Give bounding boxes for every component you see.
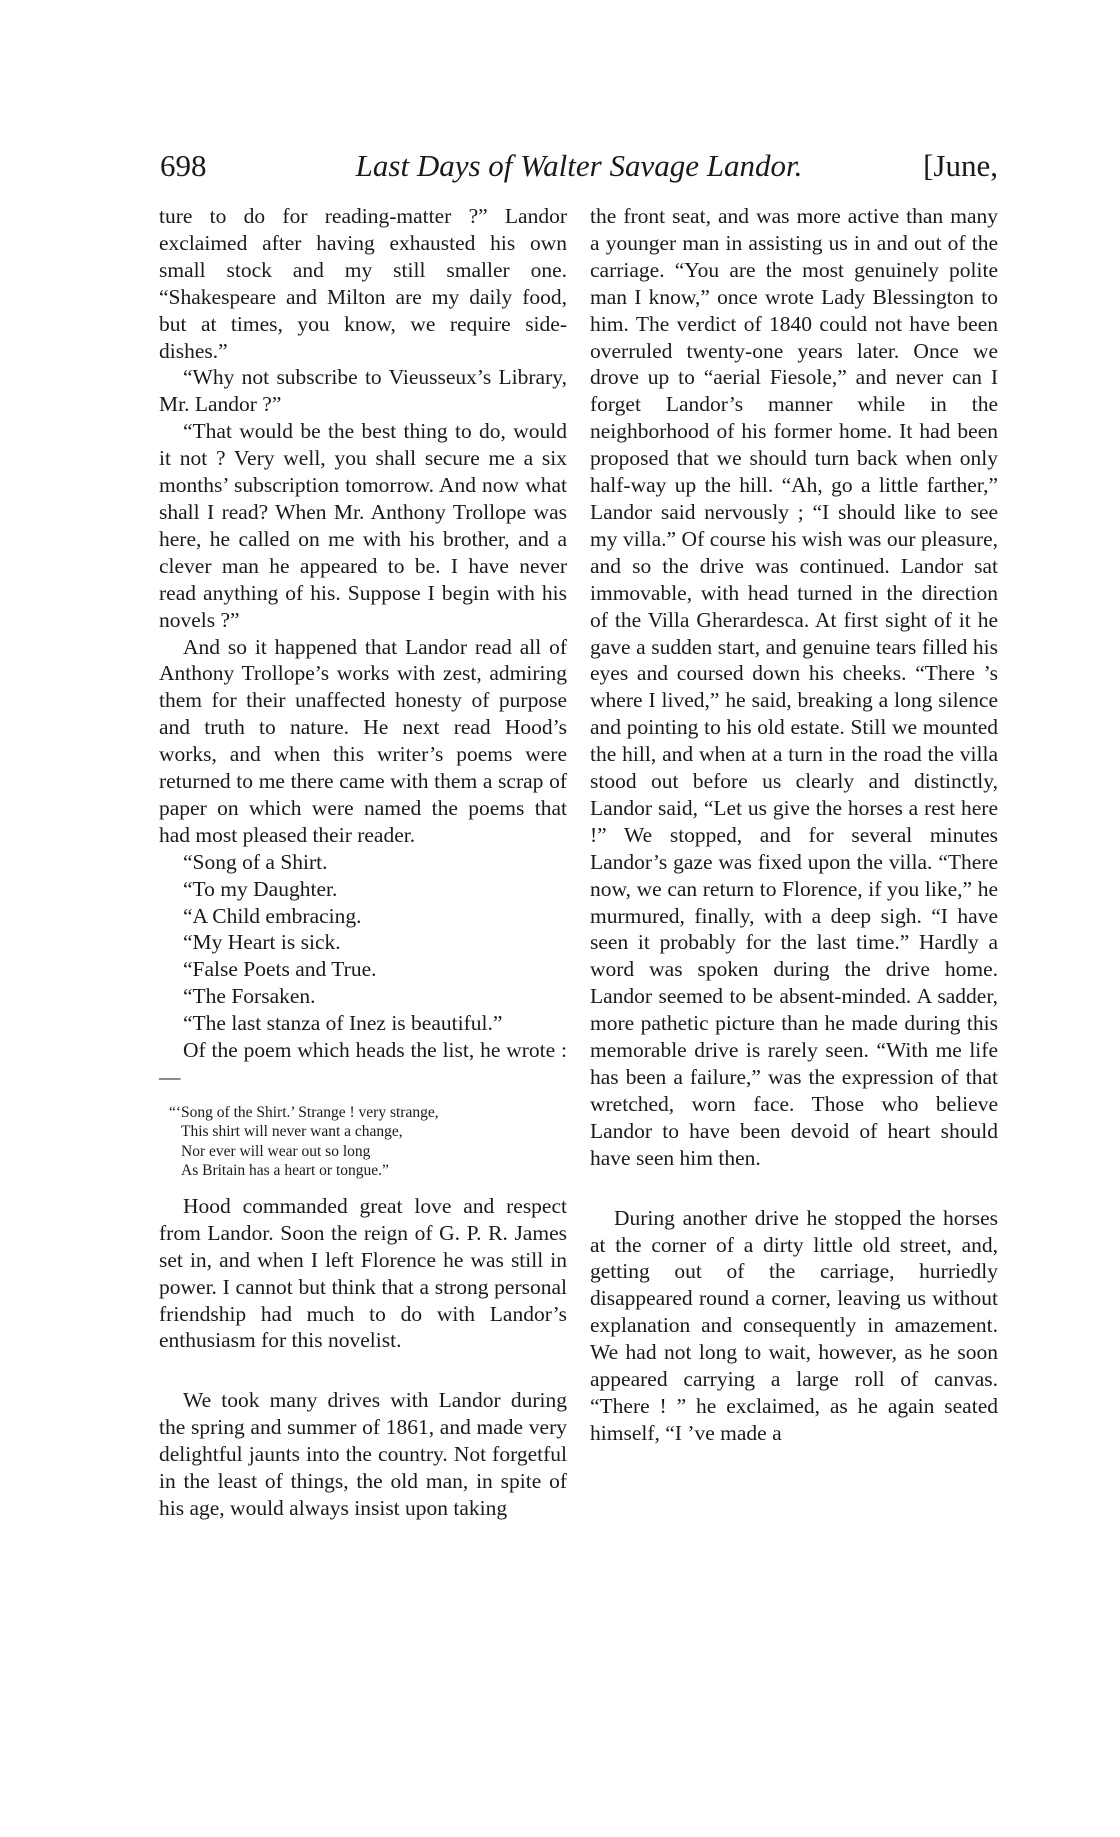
poem-list-item: “False Poets and True. [183, 957, 377, 982]
paragraph: Of the poem which heads the list, he wrote : — [159, 1038, 567, 1089]
section-break [590, 1172, 998, 1205]
right-column [590, 203, 998, 1447]
poem-list [159, 849, 567, 1037]
section-break [159, 1354, 567, 1387]
poem-list-item: “My Heart is sick. [183, 930, 341, 955]
paragraph: Hood commanded great love and respect from Landor. Soon the reign of G. P. R. James set in, and when I left Florence he was still in power. I cannot but think that a strong personal friendship had much to do with Landor’s enthusiasm for this novelist. [159, 1193, 567, 1353]
running-title: Last Days of Walter Savage Landor. [355, 148, 803, 183]
poem-list-item: “The Forsaken. [183, 984, 316, 1009]
page-number: 698 [160, 148, 207, 183]
verse-line: Nor ever will wear out so long [181, 1142, 371, 1160]
quoted-verse [159, 1103, 567, 1181]
poem-list-item: “Song of a Shirt. [183, 849, 328, 874]
paragraph: We took many drives with Landor during the spring and summer of 1861, and made very delightful jaunts into the country. Not forgetful in the least of things, the old man, in spite of his age, would always insist upon taking [159, 1388, 567, 1520]
verse-line: “‘Song of the Shirt.’ Strange ! very strange, [169, 1103, 439, 1121]
left-column [159, 203, 567, 1522]
paragraph: During another drive he stopped the horses at the corner of a dirty little old street, and, getting out of the carriage, hurriedly disappeared round a corner, leaving us without explanation and consequently in amazement. We had not long to wait, however, as he soon appeared carrying a large roll of canvas. “There ! ” he exclaimed, as he again seated himself, “I ’ve made a [590, 1205, 998, 1445]
paragraph: “Why not subscribe to Vieusseux’s Library, Mr. Landor ?” [159, 365, 567, 417]
paragraph: the front seat, and was more active than many a younger man in assisting us in and out of the carriage. “You are the most genuinely polite man I know,” once wrote Lady Blessington to him. The verdict of 1840 could not have been overruled twenty-one years later. Once we drove up to “aerial Fiesole,” and never can I forget Landor’s manner while in the neighborhood of his former home. It had been proposed that we should turn back when only half-way up the hill. “Ah, go a little farther,” Landor said nervously ; “I should like to see my villa.” Of course his wish was our pleasure, and so the drive was continued. Landor sat immovable, with head turned in the direction of the Villa Gherardesca. At first sight of it he gave a sudden start, and genuine tears filled his eyes and coursed down his cheeks. “There ’s where I lived,” he said, breaking a long silence and pointing to his old estate. Still we mounted the hill, and when at a turn in the road the villa stood out before us clearly and distinctly, Landor said, “Let us give the horses a rest here !” We stopped, and for several minutes Landor’s gaze was fixed upon the villa. “There now, we can return to Florence, if you like,” he murmured, finally, with a deep sigh. “I have seen it probably for the last time.” Hardly a word was spoken during the drive home. Landor seemed to be absent-minded. A sadder, more pathetic picture than he made during this memorable drive is rarely seen. “With me life has been a failure,” was the expression of that wretched, worn face. Those who believe Landor to have been devoid of heart should have seen him then. [590, 204, 998, 1170]
poem-list-item: “The last stanza of Inez is beautiful.” [183, 1011, 503, 1036]
verse-line: This shirt will never want a change, [181, 1123, 403, 1141]
paragraph: ture to do for reading-matter ?” Landor exclaimed after having exhausted his own small stock and my still smaller one. “Shakespeare and Milton are my daily food, but at times, you know, we require side-dishes.” [159, 204, 567, 363]
paragraph: “That would be the best thing to do, would it not ? Very well, you shall secure me a six months’ subscription tomorrow. And now what shall I read? When Mr. Anthony Trollope was here, he called on me with his brother, and a clever man he appeared to be. I have never read anything of his. Suppose I begin with his novels ?” [159, 419, 567, 632]
issue-month: [June, [923, 148, 998, 183]
running-header [160, 148, 998, 192]
poem-list-item: “To my Daughter. [183, 876, 338, 901]
poem-list-item: “A Child embracing. [183, 903, 362, 928]
verse-line: As Britain has a heart or tongue.” [181, 1162, 389, 1180]
paragraph: And so it happened that Landor read all of Anthony Trollope’s works with zest, admiring them for their unaffected honesty of purpose and truth to nature. He next read Hood’s works, and when this writer’s poems were returned to me there came with them a scrap of paper on which were named the poems that had most pleased their reader. [159, 634, 567, 847]
